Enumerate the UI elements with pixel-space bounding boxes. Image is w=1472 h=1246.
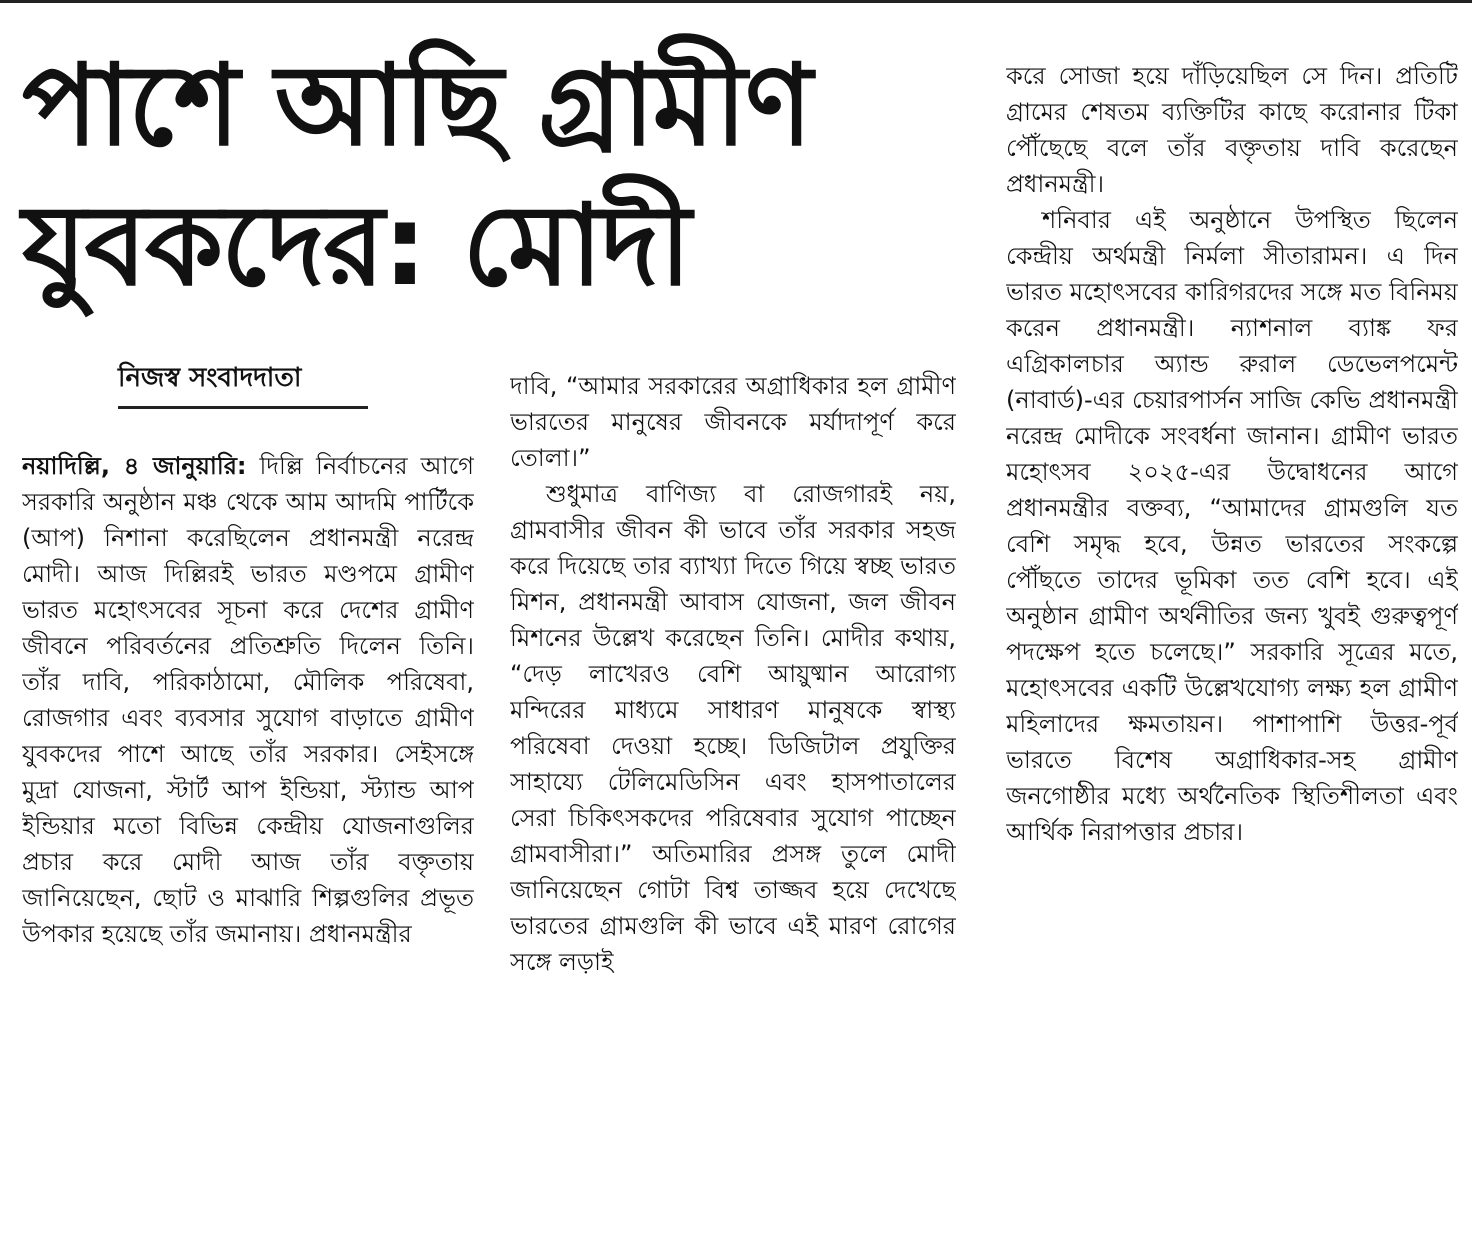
article-column-2 bbox=[510, 368, 956, 1244]
headline-line-2: যুবকদের: মোদী bbox=[22, 181, 690, 311]
dateline: নয়াদিল্লি, ৪ জানুয়ারি: bbox=[22, 452, 247, 480]
column-1-paragraph bbox=[22, 448, 474, 952]
column-1-text: দিল্লি নির্বাচনের আগে সরকারি অনুষ্ঠান মঞ্চ থেকে আম আদমি পার্টিকে (আপ) নিশানা করেছিলেন প্রধানমন্ত্রী নরেন্দ্র মোদী। আজ দিল্লিরই ভারত মণ্ডপমে গ্রামীণ ভারত মহোৎসবের সূচনা করে দেশের গ্রামীণ জীবনে পরিবর্তনের প্রতিশ্রুতি দিলেন তিনি। তাঁর দাবি, পরিকাঠামো, মৌলিক পরিষেবা, রোজগার এবং ব্যবসার সুযোগ বাড়াতে গ্রামীণ যুবকদের পাশে আছে তাঁর সরকার। সেইসঙ্গে মুদ্রা যোজনা, স্টার্ট আপ ইন্ডিয়া, স্ট্যান্ড আপ ইন্ডিয়ার মতো বিভিন্ন কেন্দ্রীয় যোজনাগুলির প্রচার করে মোদী আজ তাঁর বক্তৃতায় জানিয়েছেন, ছোট ও মাঝারি শিল্পগুলির প্রভূত উপকার হয়েছে তাঁর জমানায়। প্রধানমন্ত্রীর bbox=[22, 452, 474, 948]
column-3-paragraph-1: করে সোজা হয়ে দাঁড়িয়েছিল সে দিন। প্রতিটি গ্রামের শেষতম ব্যক্তিটির কাছে করোনার টিকা পৌঁছেছে বলে তাঁর বক্তৃতায় দাবি করেছেন প্রধানমন্ত্রী। bbox=[1006, 62, 1458, 198]
byline: নিজস্ব সংবাদদাতা bbox=[118, 358, 368, 409]
column-3-paragraph-2: শনিবার এই অনুষ্ঠানে উপস্থিত ছিলেন কেন্দ্রীয় অর্থমন্ত্রী নির্মলা সীতারামন। এ দিন ভারত মহোৎসবের কারিগরদের সঙ্গে মত বিনিময় করেন প্রধানমন্ত্রী। ন্যাশনাল ব্যাঙ্ক ফর এগ্রিকালচার অ্যান্ড রুরাল ডেভেলপমেন্ট (নাবার্ড)-এর চেয়ারপার্সন সাজি কেভি প্রধানমন্ত্রী নরেন্দ্র মোদীকে সংবর্ধনা জানান। গ্রামীণ ভারত মহোৎসব ২০২৫-এর উদ্বোধনের আগে প্রধানমন্ত্রীর বক্তব্য, “আমাদের গ্রামগুলি যত বেশি সমৃদ্ধ হবে, উন্নত ভারতের সংকল্পে পৌঁছতে তাদের ভূমিকা তত বেশি হবে। এই অনুষ্ঠান গ্রামীণ অর্থনীতির জন্য খুবই গুরুত্বপূর্ণ পদক্ষেপ হতে চলেছে।” সরকারি সূত্রের মতে, মহোৎসবের একটি উল্লেখযোগ্য লক্ষ্য হল গ্রামীণ মহিলাদের ক্ষমতায়ন। পাশাপাশি উত্তর-পূর্ব ভারতে বিশেষ অগ্রাধিকার-সহ গ্রামীণ জনগোষ্ঠীর মধ্যে অর্থনৈতিক স্থিতিশীলতা এবং আর্থিক নিরাপত্তার প্রচার। bbox=[1006, 206, 1458, 846]
article-column-1 bbox=[22, 448, 474, 1244]
column-2-paragraph-1: দাবি, “আমার সরকারের অগ্রাধিকার হল গ্রামীণ ভারতের মানুষের জীবনকে মর্যাদাপূর্ণ করে তোলা।” bbox=[510, 372, 956, 472]
top-rule bbox=[0, 0, 1472, 3]
headline bbox=[22, 36, 982, 316]
headline-line-1: পাশে আছি গ্রামীণ bbox=[22, 41, 811, 171]
article-column-3 bbox=[1006, 58, 1458, 1244]
column-2-paragraph-2: শুধুমাত্র বাণিজ্য বা রোজগারই নয়, গ্রামবাসীর জীবন কী ভাবে তাঁর সরকার সহজ করে দিয়েছে তার ব্যাখ্যা দিতে গিয়ে স্বচ্ছ ভারত মিশন, প্রধানমন্ত্রী আবাস যোজনা, জল জীবন মিশনের উল্লেখ করেছেন তিনি। মোদীর কথায়, “দেড় লাখেরও বেশি আয়ুষ্মান আরোগ্য মন্দিরের মাধ্যমে সাধারণ মানুষকে স্বাস্থ্য পরিষেবা দেওয়া হচ্ছে। ডিজিটাল প্রযুক্তির সাহায্যে টেলিমেডিসিন এবং হাসপাতালের সেরা চিকিৎসকদের পরিষেবার সুযোগ পাচ্ছেন গ্রামবাসীরা।” অতিমারির প্রসঙ্গ তুলে মোদী জানিয়েছেন গোটা বিশ্ব তাজ্জব হয়ে দেখেছে ভারতের গ্রামগুলি কী ভাবে এই মারণ রোগের সঙ্গে লড়াই bbox=[510, 480, 956, 976]
